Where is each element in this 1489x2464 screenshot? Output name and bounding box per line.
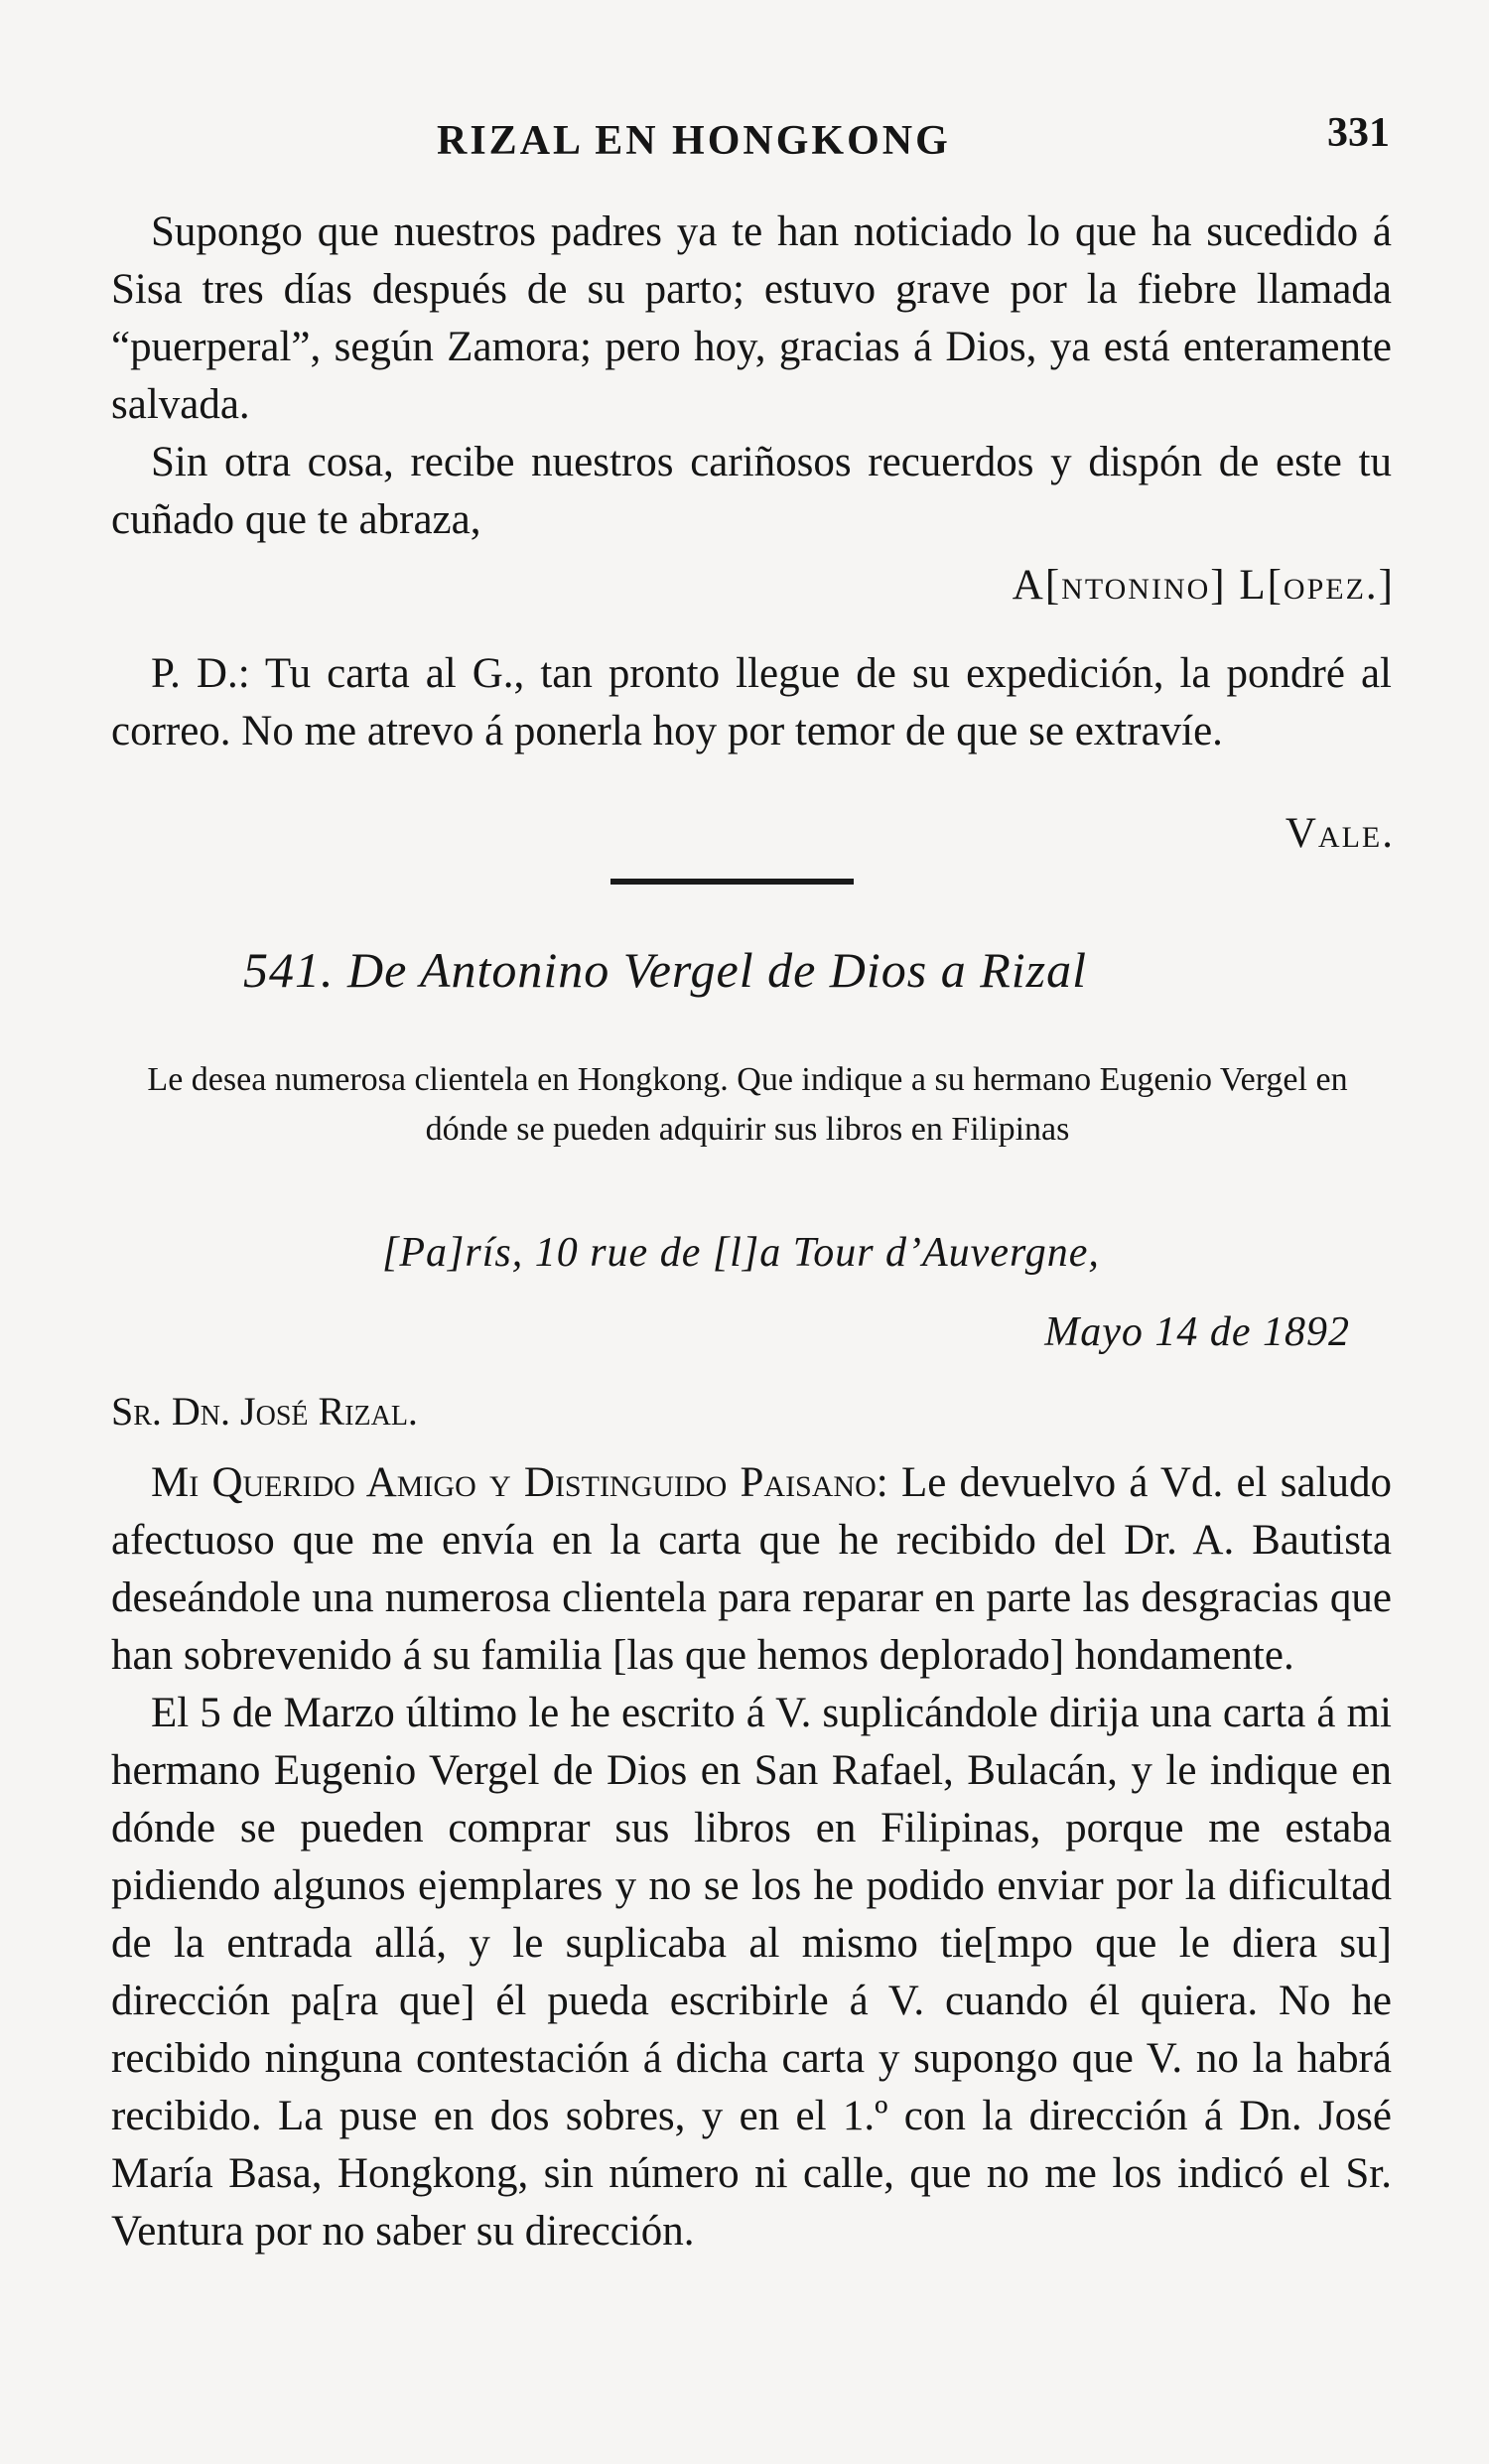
paragraph xyxy=(111,1454,1392,1685)
top-letter-body xyxy=(111,204,1392,549)
vale-closing: Vale. xyxy=(1285,810,1395,857)
letter-summary: Le desea numerosa clientela en Hongkong. Que indique a su hermano Eugenio Vergel en dónde se pueden adquirir sus libros en Filipinas xyxy=(147,1061,1348,1148)
paragraph: Sin otra cosa, recibe nuestros cariñosos recuerdos y dispón de este tu cuñado que te abraza, xyxy=(111,439,1392,543)
signature: A[ntonino] L[opez.] xyxy=(1012,562,1395,609)
letter-date: Mayo 14 de 1892 xyxy=(1044,1309,1350,1355)
letter-heading: 541. De Antonino Vergel de Dios a Rizal xyxy=(243,942,1088,998)
running-header-title: RIZAL EN HONGKONG xyxy=(437,118,951,164)
letter-body xyxy=(111,1454,1392,2260)
postscript-text: P. D.: Tu carta al G., tan pronto llegue de su expedición, la pondré al correo. No me atrevo á ponerla hoy por temor de que se extravíe. xyxy=(111,650,1392,754)
paragraph-text: Le devuelvo á Vd. el saludo afectuoso que me envía en la carta que he recibido del Dr. A. Bautista deseándole una numerosa clientela para reparar en parte las desgracias que han sobrevenido á su familia [las que hemos deplorado] hondamente. xyxy=(111,1459,1393,1679)
opening-address: Mi Querido Amigo y Distinguido Paisano: xyxy=(151,1459,888,1506)
section-divider xyxy=(610,879,854,885)
paragraph: Supongo que nuestros padres ya te han noticiado lo que ha sucedido á Sisa tres días después de su parto; estuvo grave por la fiebre llamada “puerperal”, según Zamora; pero hoy, gracias á Dios, ya está enteramente salvada. xyxy=(111,208,1392,428)
paragraph: El 5 de Marzo último le he escrito á V. suplicándole dirija una carta á mi hermano Eugenio Vergel de Dios en San Rafael, Bulacán, y le indique en dónde se pueden comprar sus libros en Filipinas, porque me estaba pidiendo algunos ejemplares y no se los he podido enviar por la dificultad de la entrada allá, y le suplicaba al mismo tie[mpo que le diera su] dirección pa[ra que] él pueda escribirle á V. cuando él quiera. No he recibido ninguna contestación á dicha carta y supongo que V. no la habrá recibido. La puse en dos sobres, y en el 1.º con la dirección á Dn. José María Basa, Hongkong, sin número ni calle, que no me los indicó el Sr. Ventura por no saber su dirección. xyxy=(111,1690,1392,2255)
salutation: Sr. Dn. José Rizal. xyxy=(111,1389,418,1434)
letter-place: [Pa]rís, 10 rue de [l]a Tour d’Auvergne, xyxy=(382,1230,1100,1276)
postscript xyxy=(111,645,1392,760)
page-number: 331 xyxy=(1327,110,1390,156)
